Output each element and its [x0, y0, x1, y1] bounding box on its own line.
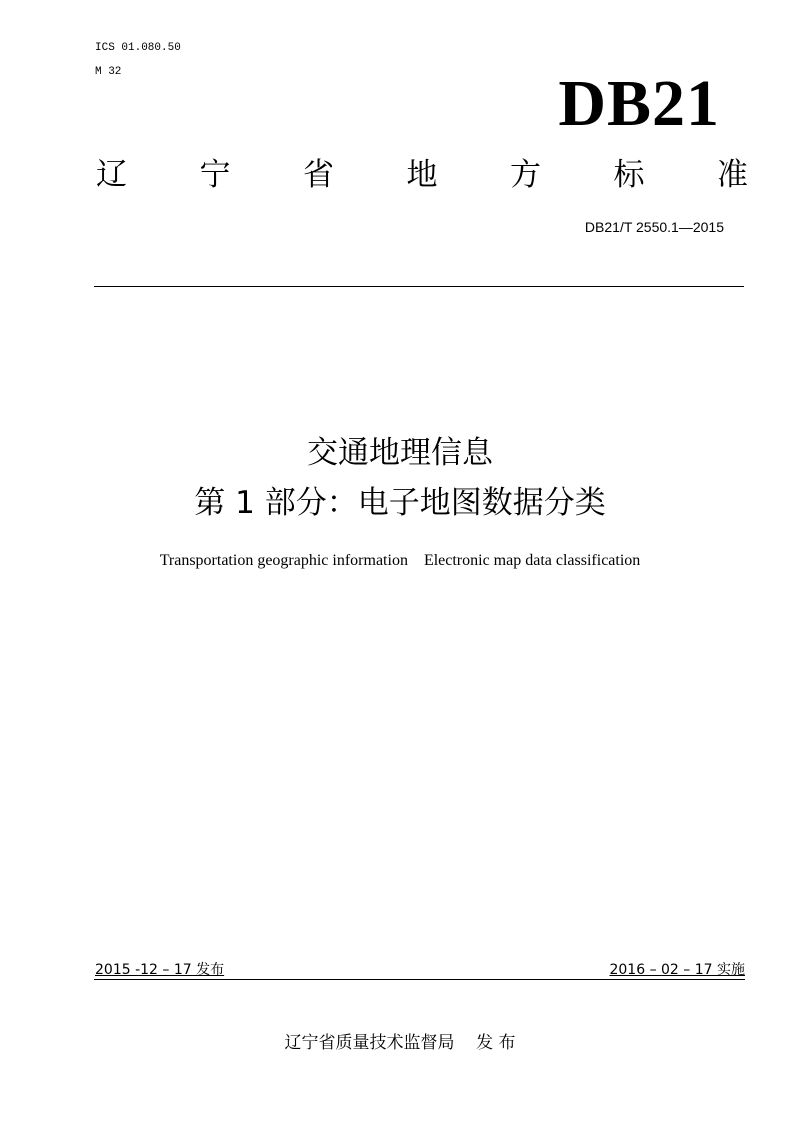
issuer-org: 辽宁省质量技术监督局 — [284, 1033, 455, 1053]
implementation-date: 2016 – 02 – 17 实施 — [609, 962, 745, 978]
standard-number: DB21/T 2550.1—2015 — [584, 219, 724, 235]
ics-code: ICS 01.080.50 — [95, 42, 181, 54]
document-title — [0, 428, 800, 528]
standard-code-logo: DB21 — [558, 67, 720, 140]
standard-type-char: 准 — [717, 157, 748, 193]
bottom-divider — [94, 979, 745, 980]
english-title: Transportation geographic information Electronic map data classification — [159, 552, 641, 569]
standard-type-char: 省 — [303, 157, 334, 193]
standard-type-char: 辽 — [96, 157, 127, 193]
standard-type-char: 方 — [510, 157, 541, 193]
standard-type-char: 标 — [613, 157, 645, 193]
ccs-code: M 32 — [95, 66, 122, 78]
issue-date: 2015 -12 – 17 发布 — [95, 962, 225, 978]
issuer-action: 发 布 — [476, 1033, 516, 1053]
standard-type-char: 宁 — [199, 157, 231, 193]
title-line-2: 第 1 部分：电子地图数据分类 — [194, 485, 606, 521]
title-line-1: 交通地理信息 — [307, 435, 493, 471]
standard-type-title — [96, 155, 748, 195]
issuer-line — [0, 1030, 800, 1056]
top-divider — [94, 286, 744, 287]
standard-type-char: 地 — [406, 157, 438, 193]
